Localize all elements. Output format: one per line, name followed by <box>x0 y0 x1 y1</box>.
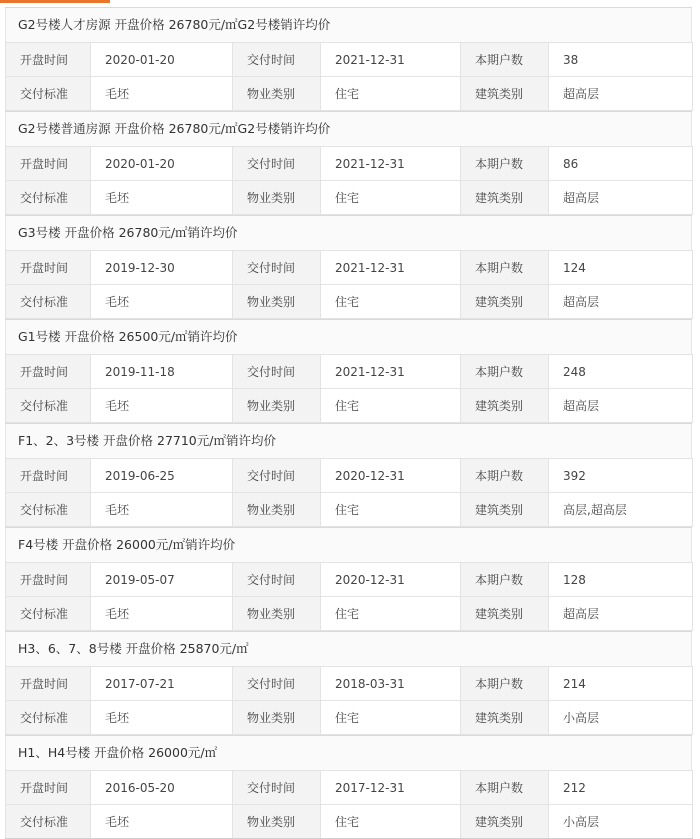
sales-batch-block <box>5 631 692 735</box>
batch-detail-table <box>5 146 693 215</box>
table-row <box>6 701 693 735</box>
property-type-label: 物业类别 <box>233 77 321 111</box>
sales-batch-block <box>5 527 692 631</box>
open-time-label: 开盘时间 <box>6 459 91 493</box>
property-type-value: 住宅 <box>321 181 461 215</box>
unit-count-label: 本期户数 <box>461 771 549 805</box>
table-row <box>6 77 693 111</box>
property-type-label: 物业类别 <box>233 701 321 735</box>
sales-batch-list <box>5 7 692 839</box>
delivery-time-value: 2021-12-31 <box>321 355 461 389</box>
batch-title: G2号楼普通房源 开盘价格 26780元/㎡G2号楼销许均价 <box>5 112 692 146</box>
sales-batch-block <box>5 735 692 839</box>
delivery-time-value: 2021-12-31 <box>321 251 461 285</box>
batch-detail-table <box>5 458 693 527</box>
batch-detail-table <box>5 250 693 319</box>
active-tab-indicator <box>0 0 110 3</box>
property-type-value: 住宅 <box>321 701 461 735</box>
property-type-label: 物业类别 <box>233 181 321 215</box>
open-time-value: 2019-06-25 <box>91 459 233 493</box>
delivery-time-value: 2017-12-31 <box>321 771 461 805</box>
delivery-standard-value: 毛坯 <box>91 597 233 631</box>
unit-count-label: 本期户数 <box>461 563 549 597</box>
open-time-value: 2017-07-21 <box>91 667 233 701</box>
unit-count-value: 124 <box>549 251 693 285</box>
delivery-standard-label: 交付标准 <box>6 181 91 215</box>
unit-count-value: 128 <box>549 563 693 597</box>
open-time-label: 开盘时间 <box>6 771 91 805</box>
delivery-standard-label: 交付标准 <box>6 285 91 319</box>
batch-detail-table <box>5 42 693 111</box>
open-time-value: 2020-01-20 <box>91 43 233 77</box>
unit-count-value: 86 <box>549 147 693 181</box>
table-row <box>6 181 693 215</box>
open-time-label: 开盘时间 <box>6 251 91 285</box>
building-type-label: 建筑类别 <box>461 181 549 215</box>
open-time-value: 2019-11-18 <box>91 355 233 389</box>
building-type-label: 建筑类别 <box>461 597 549 631</box>
building-type-value: 超高层 <box>549 597 693 631</box>
delivery-standard-value: 毛坯 <box>91 493 233 527</box>
building-type-label: 建筑类别 <box>461 805 549 839</box>
open-time-label: 开盘时间 <box>6 667 91 701</box>
delivery-standard-value: 毛坯 <box>91 181 233 215</box>
property-type-value: 住宅 <box>321 389 461 423</box>
building-type-label: 建筑类别 <box>461 493 549 527</box>
building-type-label: 建筑类别 <box>461 701 549 735</box>
table-row <box>6 771 693 805</box>
building-type-label: 建筑类别 <box>461 77 549 111</box>
unit-count-value: 212 <box>549 771 693 805</box>
unit-count-label: 本期户数 <box>461 667 549 701</box>
open-time-label: 开盘时间 <box>6 43 91 77</box>
table-row <box>6 147 693 181</box>
table-row <box>6 43 693 77</box>
batch-detail-table <box>5 562 693 631</box>
batch-title: F4号楼 开盘价格 26000元/㎡销许均价 <box>5 528 692 562</box>
sales-batch-block <box>5 111 692 215</box>
sales-batch-block <box>5 7 692 111</box>
batch-title: F1、2、3号楼 开盘价格 27710元/㎡销许均价 <box>5 424 692 458</box>
delivery-standard-value: 毛坯 <box>91 77 233 111</box>
open-time-label: 开盘时间 <box>6 147 91 181</box>
delivery-standard-label: 交付标准 <box>6 805 91 839</box>
batch-title: G2号楼人才房源 开盘价格 26780元/㎡G2号楼销许均价 <box>5 8 692 42</box>
property-type-label: 物业类别 <box>233 389 321 423</box>
unit-count-label: 本期户数 <box>461 147 549 181</box>
delivery-time-value: 2021-12-31 <box>321 43 461 77</box>
delivery-standard-label: 交付标准 <box>6 701 91 735</box>
table-row <box>6 597 693 631</box>
unit-count-value: 214 <box>549 667 693 701</box>
unit-count-value: 392 <box>549 459 693 493</box>
unit-count-value: 248 <box>549 355 693 389</box>
delivery-standard-label: 交付标准 <box>6 389 91 423</box>
table-row <box>6 251 693 285</box>
delivery-standard-value: 毛坯 <box>91 805 233 839</box>
table-row <box>6 563 693 597</box>
building-type-value: 超高层 <box>549 285 693 319</box>
building-type-value: 小高层 <box>549 701 693 735</box>
batch-title: G1号楼 开盘价格 26500元/㎡销许均价 <box>5 320 692 354</box>
building-type-value: 超高层 <box>549 77 693 111</box>
open-time-label: 开盘时间 <box>6 563 91 597</box>
building-type-value: 小高层 <box>549 805 693 839</box>
delivery-standard-label: 交付标准 <box>6 597 91 631</box>
table-row <box>6 459 693 493</box>
delivery-time-label: 交付时间 <box>233 667 321 701</box>
unit-count-value: 38 <box>549 43 693 77</box>
building-type-value: 高层,超高层 <box>549 493 693 527</box>
delivery-time-label: 交付时间 <box>233 147 321 181</box>
open-time-value: 2020-01-20 <box>91 147 233 181</box>
open-time-label: 开盘时间 <box>6 355 91 389</box>
building-type-value: 超高层 <box>549 181 693 215</box>
property-type-label: 物业类别 <box>233 493 321 527</box>
unit-count-label: 本期户数 <box>461 459 549 493</box>
unit-count-label: 本期户数 <box>461 355 549 389</box>
delivery-time-label: 交付时间 <box>233 563 321 597</box>
delivery-standard-value: 毛坯 <box>91 389 233 423</box>
open-time-value: 2019-12-30 <box>91 251 233 285</box>
delivery-time-label: 交付时间 <box>233 771 321 805</box>
unit-count-label: 本期户数 <box>461 251 549 285</box>
delivery-time-value: 2018-03-31 <box>321 667 461 701</box>
delivery-time-label: 交付时间 <box>233 459 321 493</box>
open-time-value: 2019-05-07 <box>91 563 233 597</box>
delivery-standard-label: 交付标准 <box>6 493 91 527</box>
batch-detail-table <box>5 354 693 423</box>
table-row <box>6 667 693 701</box>
property-type-value: 住宅 <box>321 805 461 839</box>
table-row <box>6 805 693 839</box>
building-type-value: 超高层 <box>549 389 693 423</box>
delivery-time-label: 交付时间 <box>233 43 321 77</box>
batch-title: G3号楼 开盘价格 26780元/㎡销许均价 <box>5 216 692 250</box>
delivery-standard-value: 毛坯 <box>91 701 233 735</box>
unit-count-label: 本期户数 <box>461 43 549 77</box>
property-type-value: 住宅 <box>321 493 461 527</box>
property-type-label: 物业类别 <box>233 285 321 319</box>
table-row <box>6 355 693 389</box>
table-row <box>6 493 693 527</box>
delivery-time-value: 2020-12-31 <box>321 459 461 493</box>
batch-title: H1、H4号楼 开盘价格 26000元/㎡ <box>5 736 692 770</box>
building-type-label: 建筑类别 <box>461 389 549 423</box>
delivery-standard-label: 交付标准 <box>6 77 91 111</box>
table-row <box>6 389 693 423</box>
delivery-time-label: 交付时间 <box>233 251 321 285</box>
property-type-label: 物业类别 <box>233 597 321 631</box>
table-row <box>6 285 693 319</box>
property-type-value: 住宅 <box>321 77 461 111</box>
building-type-label: 建筑类别 <box>461 285 549 319</box>
batch-detail-table <box>5 666 693 735</box>
delivery-time-value: 2020-12-31 <box>321 563 461 597</box>
sales-batch-block <box>5 319 692 423</box>
property-type-label: 物业类别 <box>233 805 321 839</box>
property-type-value: 住宅 <box>321 597 461 631</box>
delivery-standard-value: 毛坯 <box>91 285 233 319</box>
sales-batch-block <box>5 215 692 319</box>
batch-title: H3、6、7、8号楼 开盘价格 25870元/㎡ <box>5 632 692 666</box>
delivery-time-value: 2021-12-31 <box>321 147 461 181</box>
property-type-value: 住宅 <box>321 285 461 319</box>
delivery-time-label: 交付时间 <box>233 355 321 389</box>
open-time-value: 2016-05-20 <box>91 771 233 805</box>
sales-batch-block <box>5 423 692 527</box>
